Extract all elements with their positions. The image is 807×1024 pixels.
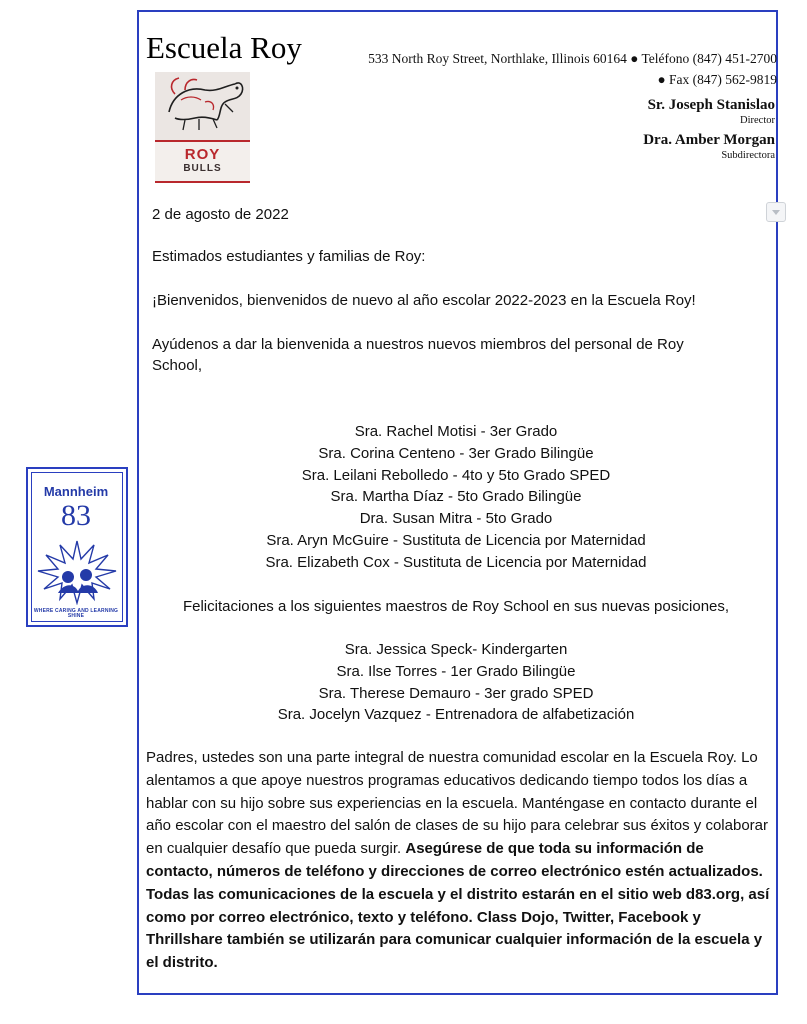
chevron-down-icon[interactable] xyxy=(766,202,786,222)
principal-role: Director xyxy=(740,115,775,126)
list-item: Dra. Susan Mitra - 5to Grado xyxy=(359,510,553,528)
assistant-principal-name: Dra. Amber Morgan xyxy=(643,132,775,148)
roy-bulls-logo xyxy=(155,72,250,183)
address-line: 533 North Roy Street, Northlake, Illinois 60164 ● Teléfono (847) 451-2700 xyxy=(368,51,777,66)
list-item: Sra. Jessica Speck- Kindergarten xyxy=(344,641,568,658)
closing-text: Padres, ustedes son una parte integral de nuestra comunidad escolar en la Escuela Roy. Lo alentamos a que apoye nuestros programas educativos dedicando tiempo todos los días a hablar con su hijo sobre sus experiencias en la escuela. Manténgase en contacto durante el año escolar con el maestro del salón de clases de su hijo para celebrar sus éxitos y colaborar en cualquier desafío que pueda surgir. xyxy=(146,749,769,858)
list-item: Sra. Therese Demauro - 3er grado SPED xyxy=(318,684,594,702)
logo-title: ROY xyxy=(184,146,221,163)
closing-paragraph xyxy=(146,747,772,975)
list-item: Sra. Elizabeth Cox - Sustituta de Licencia por Maternidad xyxy=(265,553,647,571)
welcome-line: ¡Bienvenidos, bienvenidos de nuevo al año escolar 2022-2023 en la Escuela Roy! xyxy=(152,292,696,309)
letter-date: 2 de agosto de 2022 xyxy=(152,206,289,223)
closing-bold-text: Asegúrese de que toda su información de contacto, números de teléfono y direcciones de correo electrónico estén actualizados. Todas las comunicaciones de la escuela y el distrito estarán en el sitio web d83.org, así como por correo electrónico, texto y teléfono. Class Dojo, Twitter, Facebook y Thrillshare también se utilizarán para comunicar cualquier información de la escuela y el distrito. xyxy=(146,840,770,972)
letter-greeting: Estimados estudiantes y familias de Roy: xyxy=(152,248,426,265)
assistant-principal-role: Subdirectora xyxy=(721,150,775,161)
intro-paragraph: Ayúdenos a dar la bienvenida a nuestros nuevos miembros del personal de Roy School, xyxy=(152,336,684,374)
district-tagline: WHERE CARING AND LEARNING SHINE xyxy=(33,608,119,619)
new-positions-list xyxy=(145,639,767,726)
logo-subtitle: BULLS xyxy=(183,163,222,174)
fax-line: ● Fax (847) 562-9819 xyxy=(657,72,777,87)
principal-name: Sr. Joseph Stanislao xyxy=(647,97,775,113)
district-name: Mannheim xyxy=(43,484,109,499)
new-staff-list xyxy=(145,421,767,574)
district-logo xyxy=(26,467,128,627)
list-item: Sra. Corina Centeno - 3er Grado Bilingüe xyxy=(318,444,594,462)
list-item: Sra. Aryn McGuire - Sustituta de Licencia por Maternidad xyxy=(266,531,646,549)
staff-block xyxy=(643,97,775,167)
congrats-line: Felicitaciones a los siguientes maestros de Roy School en sus nuevas posiciones, xyxy=(182,598,730,615)
list-item: Sra. Jocelyn Vazquez - Entrenadora de alfabetización xyxy=(277,706,635,724)
list-item: Sra. Rachel Motisi - 3er Grado xyxy=(354,423,558,440)
school-name: Escuela Roy xyxy=(146,30,302,65)
list-item: Sra. Ilse Torres - 1er Grado Bilingüe xyxy=(336,662,576,680)
district-number: 83 xyxy=(61,499,91,532)
list-item: Sra. Leilani Rebolledo - 4to y 5to Grado SPED xyxy=(301,466,611,484)
sunburst-icon xyxy=(34,533,120,605)
list-item: Sra. Martha Díaz - 5to Grado Bilingüe xyxy=(330,488,582,506)
bull-icon xyxy=(155,72,250,140)
school-address xyxy=(339,48,777,90)
